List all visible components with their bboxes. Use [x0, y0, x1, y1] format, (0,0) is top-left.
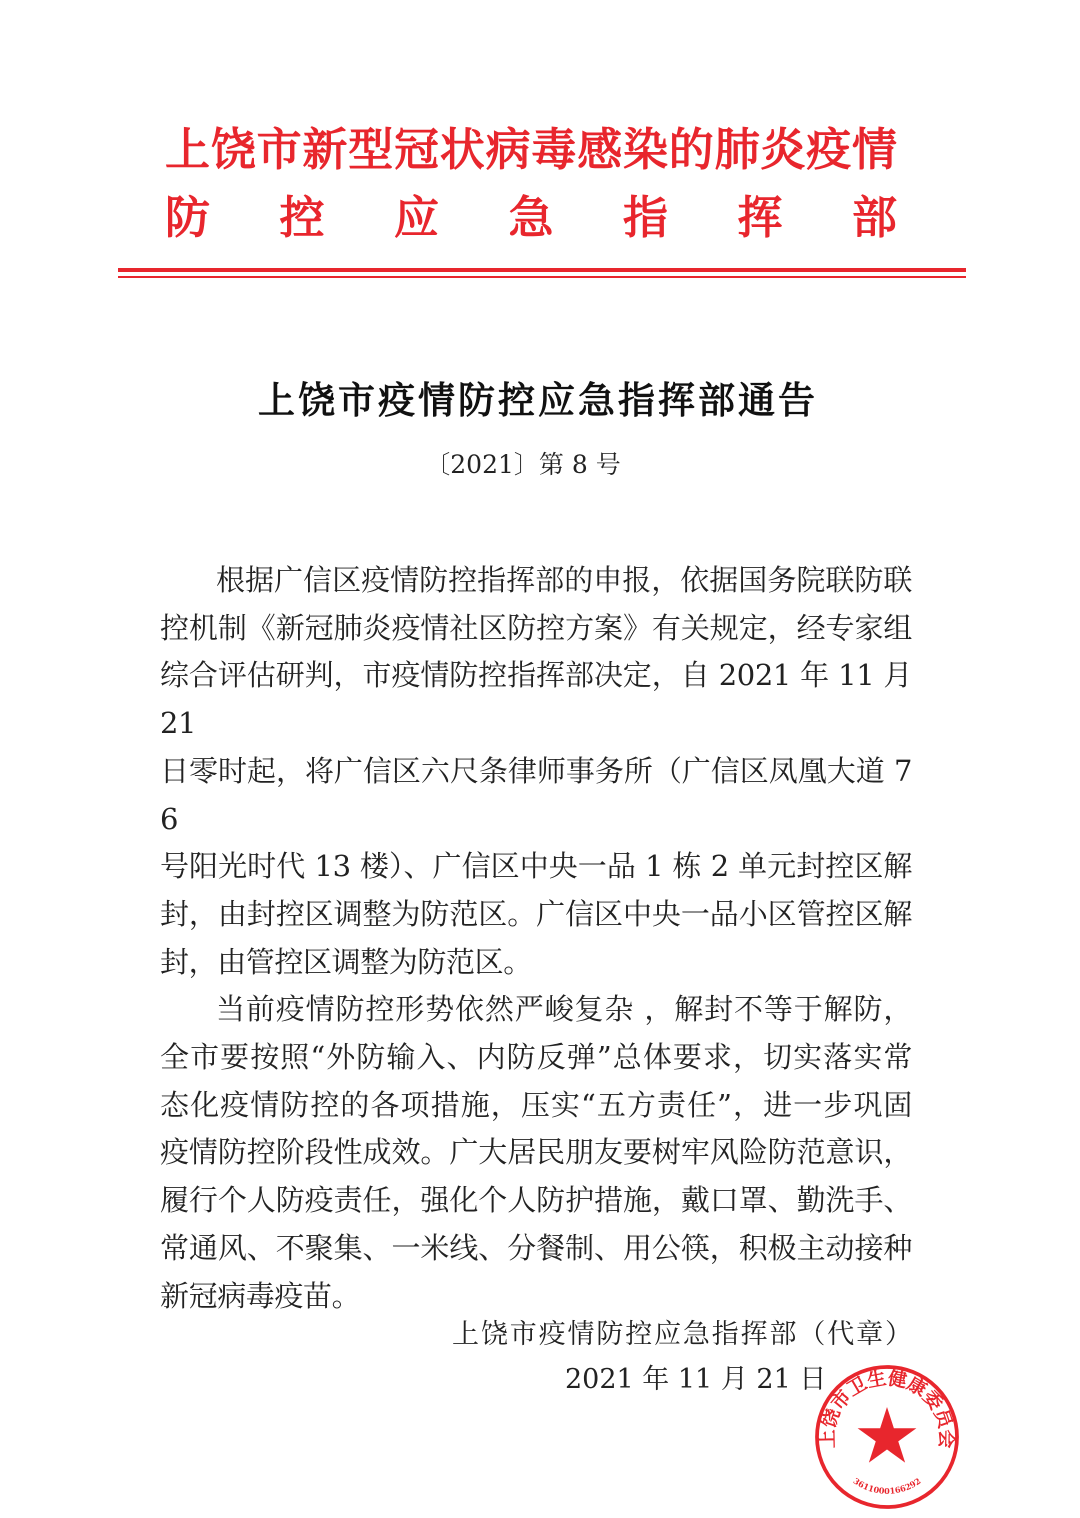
body-line: 全市要按照“外防输入、内防反弹”总体要求，切实落实常	[160, 1040, 912, 1075]
body-line: 当前疫情防控形势依然严峻复杂 ，解封不等于解防，	[216, 992, 912, 1027]
seal-text: 上饶市卫生健康委员会	[816, 1367, 958, 1449]
body-line: 综合评估研判，市疫情防控指挥部决定，自 2021 年 11 月 21	[160, 658, 912, 741]
body-line: 疫情防控阶段性成效。广大居民朋友要树牢风险防范意识，	[160, 1135, 912, 1170]
seal-star-icon	[858, 1407, 917, 1463]
body-line: 履行个人防疫责任，强化个人防护措施，戴口罩、勤洗手、	[160, 1183, 912, 1218]
body-line: 号阳光时代 13 楼）、广信区中央一品 1 栋 2 单元封控区解	[160, 849, 912, 884]
body-line: 封，由管控区调整为防范区。	[160, 944, 532, 979]
document-number: 〔2021〕第 8 号	[425, 450, 621, 479]
signature-date: 2021 年 11 月 21 日	[565, 1364, 827, 1395]
signature-issuer: 上饶市疫情防控应急指挥部（代章）	[452, 1319, 912, 1350]
body-line: 态化疫情防控的各项措施，压实“五方责任”，进一步巩固	[160, 1087, 912, 1122]
body-line: 常通风、不聚集、一米线、分餐制、用公筷，积极主动接种	[160, 1230, 912, 1265]
body-line: 封，由封控区调整为防范区。广信区中央一品小区管控区解	[160, 896, 912, 931]
red-header-line-2: 防控应急指挥部	[165, 191, 897, 244]
notice-body	[160, 557, 912, 1320]
official-seal-stamp	[812, 1362, 962, 1512]
body-line: 新冠病毒疫苗。	[160, 1278, 361, 1313]
body-line: 根据广信区疫情防控指挥部的申报，依据国务院联防联	[216, 563, 912, 597]
red-divider-thick	[118, 268, 966, 272]
red-header-line-1: 上饶市新型冠状病毒感染的肺炎疫情	[165, 123, 897, 176]
body-line: 控机制《新冠肺炎疫情社区防控方案》有关规定，经专家组	[160, 610, 912, 645]
body-line: 日零时起，将广信区六尺条律师事务所（广信区凤凰大道 76	[160, 753, 912, 836]
red-divider-thin	[118, 276, 966, 278]
notice-title: 上饶市疫情防控应急指挥部通告	[258, 378, 815, 422]
seal-code: 3611000166292	[851, 1475, 923, 1496]
